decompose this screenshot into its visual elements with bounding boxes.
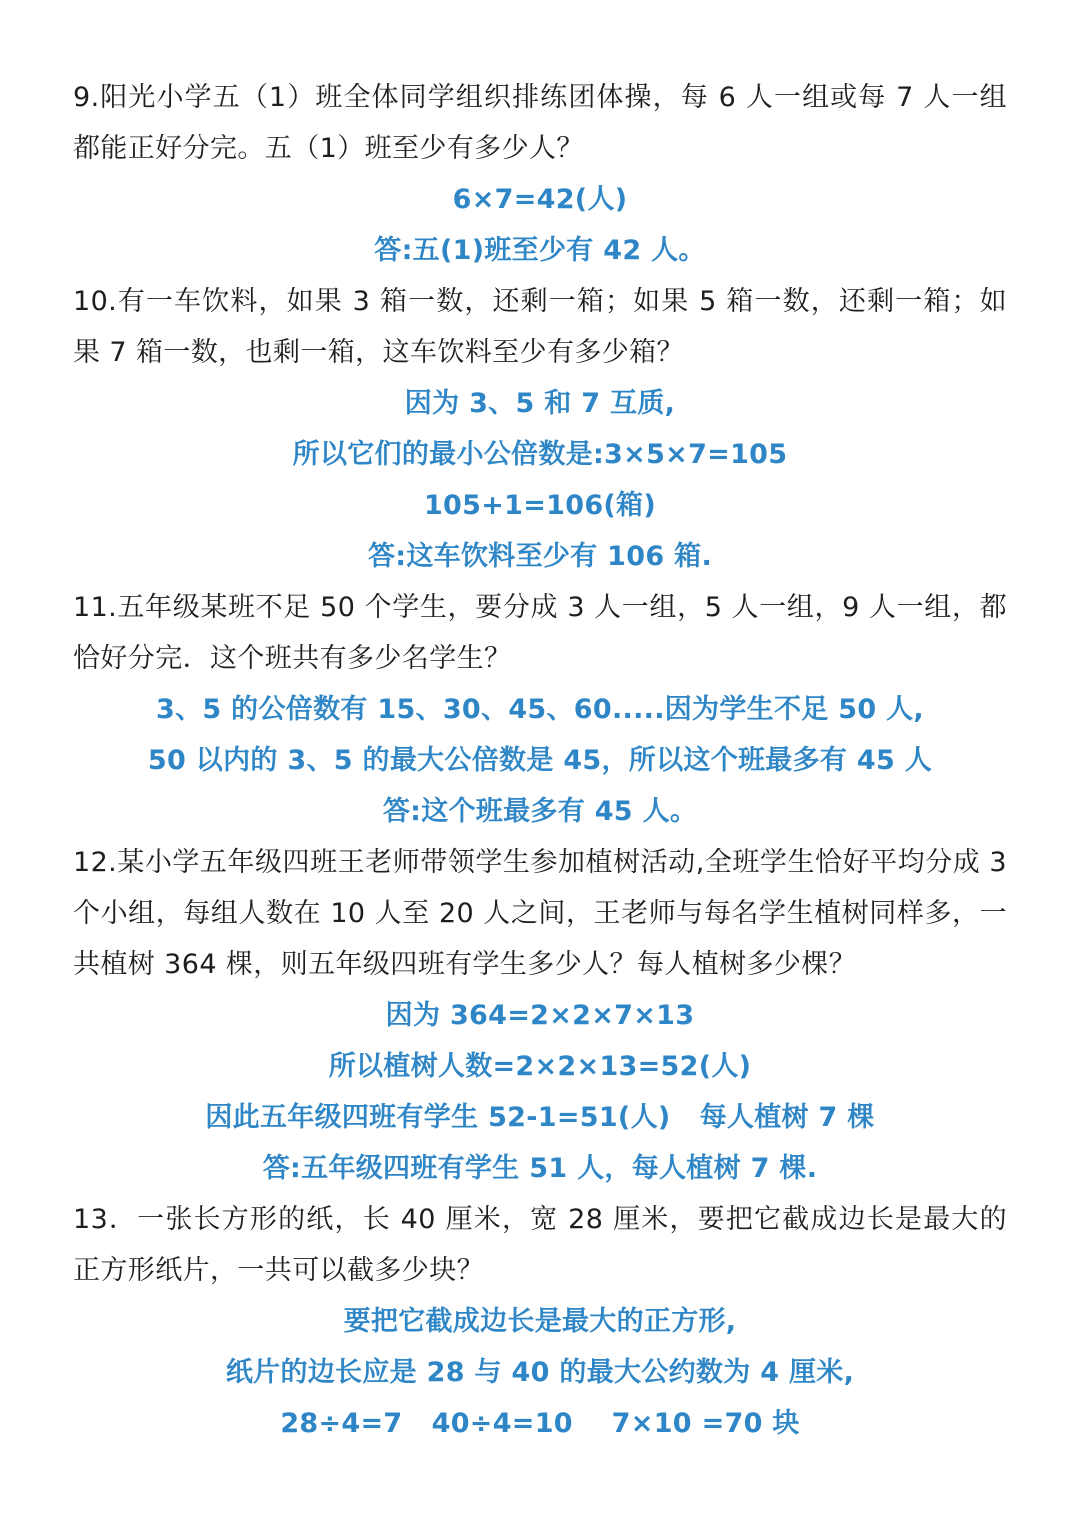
solution-line: 28÷4=7 40÷4=10 7×10 =70 块 <box>280 1408 800 1439</box>
solution-line: 要把它截成边长是最大的正方形, <box>343 1306 737 1337</box>
problem-9 <box>0 72 1080 276</box>
solution-line: 因为 3、5 和 7 互质, <box>404 388 676 419</box>
answer-line: 答:五(1)班至少有 42 人。 <box>374 235 706 266</box>
problem-11 <box>0 582 1080 837</box>
solution-line: 因为 364=2×2×7×13 <box>385 1000 695 1031</box>
solution-line: 纸片的边长应是 28 与 40 的最大公约数为 4 厘米, <box>225 1357 855 1388</box>
solution-line: 所以植树人数=2×2×13=52(人) <box>328 1051 752 1082</box>
problem-13 <box>0 1194 1080 1449</box>
problem-question: 11.五年级某班不足 50 个学生，要分成 3 人一组，5 人一组，9 人一组，都恰好分完．这个班共有多少名学生？ <box>73 592 1007 674</box>
problem-question: 9.阳光小学五（1）班全体同学组织排练团体操，每 6 人一组或每 7 人一组都能正好分完。五（1）班至少有多少人？ <box>73 82 1007 164</box>
problem-question: 13．一张长方形的纸，长 40 厘米，宽 28 厘米，要把它截成边长是最大的正方形纸片，一共可以截多少块？ <box>73 1204 1007 1286</box>
solution-line: 50 以内的 3、5 的最大公倍数是 45，所以这个班最多有 45 人 <box>147 745 933 776</box>
solution-line: 3、5 的公倍数有 15、30、45、60.....因为学生不足 50 人, <box>156 694 924 725</box>
solution-line: 因此五年级四班有学生 52-1=51(人) 每人植树 7 棵 <box>205 1102 875 1133</box>
answer-line: 答:五年级四班有学生 51 人，每人植树 7 棵. <box>262 1153 818 1184</box>
problem-12 <box>0 837 1080 1194</box>
problem-question: 12.某小学五年级四班王老师带领学生参加植树活动,全班学生恰好平均分成 3 个小组，每组人数在 10 人至 20 人之间，王老师与每名学生植树同样多，一共植树 364 棵，则五年级四班有学生多少人？每人植树多少棵？ <box>73 847 1007 980</box>
problem-10 <box>0 276 1080 582</box>
worksheet-page <box>0 72 1080 1449</box>
answer-line: 答:这个班最多有 45 人。 <box>382 796 698 827</box>
solution-line: 105+1=106(箱) <box>423 490 657 521</box>
answer-line: 答:这车饮料至少有 106 箱. <box>367 541 712 572</box>
solution-line: 6×7=42(人) <box>452 184 628 215</box>
solution-line: 所以它们的最小公倍数是:3×5×7=105 <box>292 439 788 470</box>
problem-question: 10.有一车饮料，如果 3 箱一数，还剩一箱；如果 5 箱一数，还剩一箱；如果 7 箱一数，也剩一箱，这车饮料至少有多少箱？ <box>73 286 1007 368</box>
